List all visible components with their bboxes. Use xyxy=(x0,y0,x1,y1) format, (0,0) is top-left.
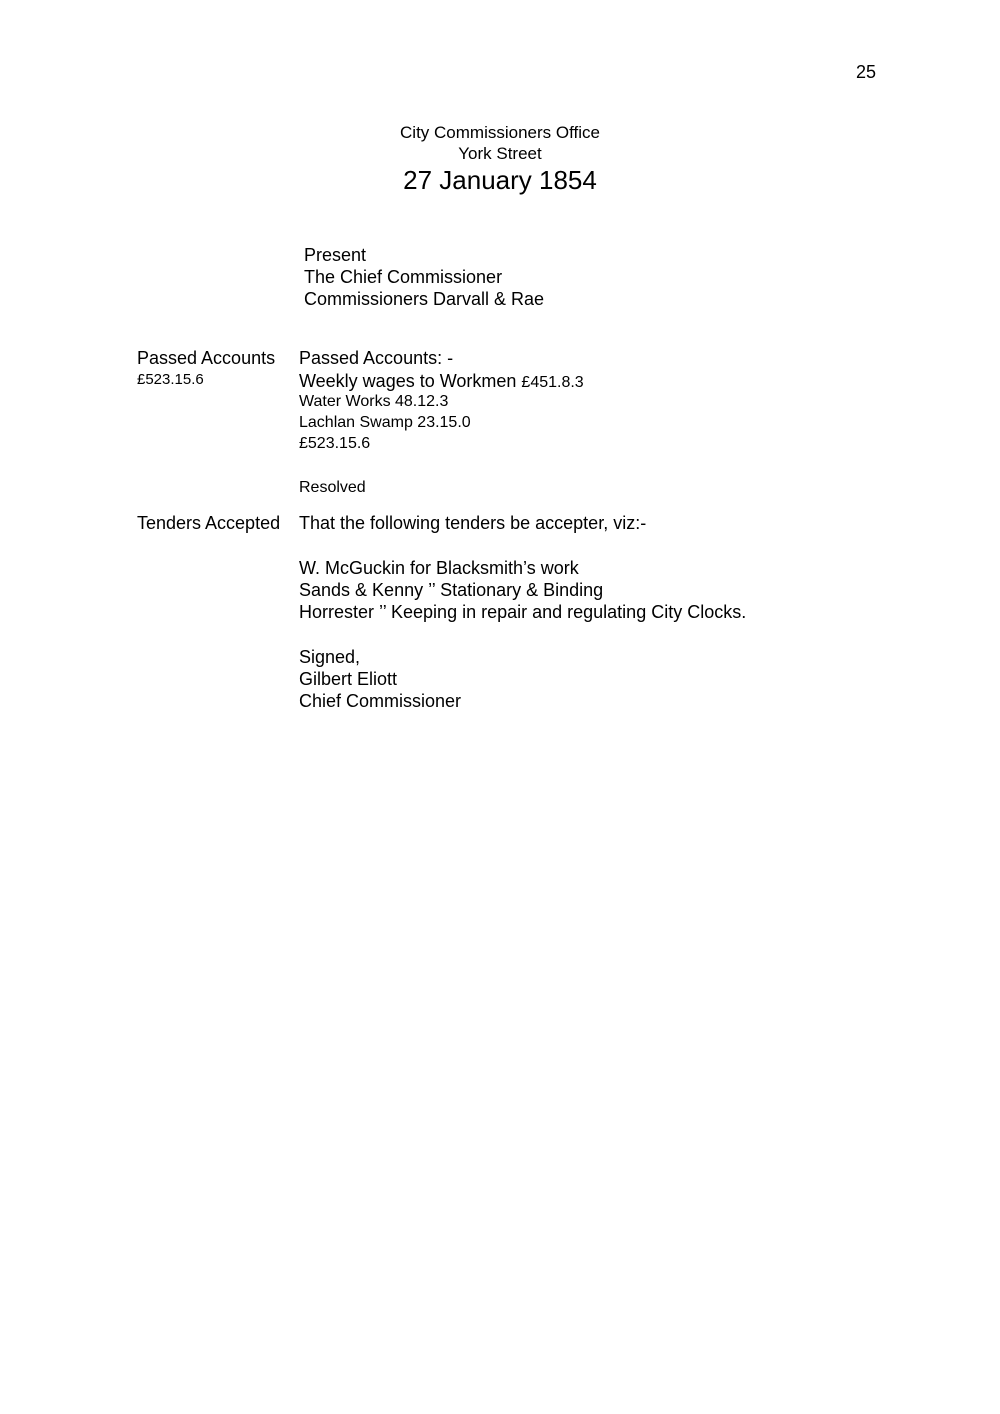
signatory-name: Gilbert Eliott xyxy=(299,669,398,689)
meeting-date: 27 January 1854 xyxy=(403,165,597,195)
account-line-lachlan-swamp: Lachlan Swamp 23.15.0 xyxy=(299,414,471,431)
present-section xyxy=(304,244,544,310)
page-number: 25 xyxy=(856,62,877,82)
signed-label: Signed, xyxy=(299,647,361,667)
margin-amount-passed-accounts: £523.15.6 xyxy=(137,371,204,388)
present-member: Commissioners Darvall & Rae xyxy=(304,289,545,309)
margin-title-passed-accounts: Passed Accounts xyxy=(137,348,276,368)
signatory-title: Chief Commissioner xyxy=(299,691,462,711)
passed-accounts-heading: Passed Accounts: - xyxy=(299,348,454,368)
account-line-water-works: Water Works 48.12.3 xyxy=(299,393,449,410)
present-heading: Present xyxy=(304,245,367,265)
tender-item: W. McGuckin for Blacksmith’s work xyxy=(299,558,579,578)
resolved-label: Resolved xyxy=(299,479,366,496)
account-line-wages-text: Weekly wages to Workmen xyxy=(299,371,522,391)
tenders-intro: That the following tenders be accepter, viz:- xyxy=(299,513,647,533)
present-member: The Chief Commissioner xyxy=(304,267,503,287)
margin-title-tenders-accepted: Tenders Accepted xyxy=(137,513,281,533)
street-address: York Street xyxy=(458,144,542,163)
tender-item: Sands & Kenny ’’ Stationary & Binding xyxy=(299,580,604,600)
account-line-wages xyxy=(299,370,584,393)
tender-item: Horrester ’’ Keeping in repair and regulating City Clocks. xyxy=(299,602,747,622)
account-total: £523.15.6 xyxy=(299,435,371,452)
account-line-wages-amount: £451.8.3 xyxy=(521,374,584,391)
office-name: City Commissioners Office xyxy=(400,123,600,142)
